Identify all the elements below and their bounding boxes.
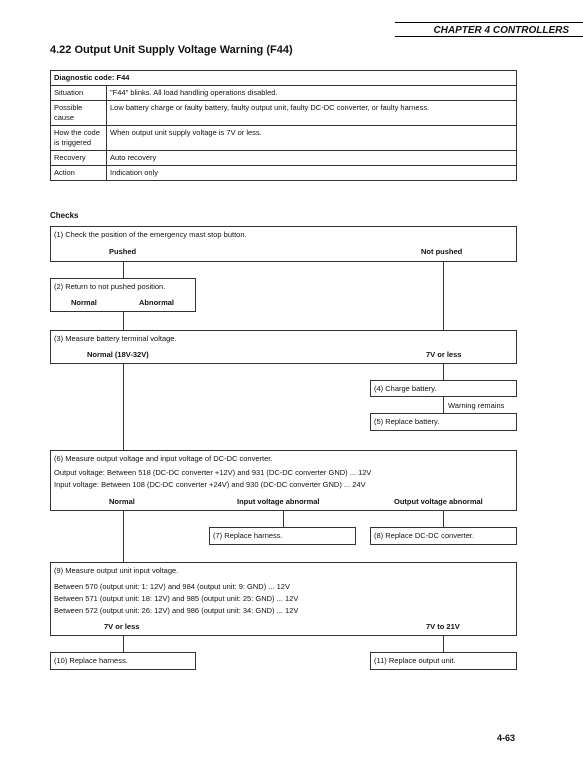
row-key: Possible cause [51,101,107,126]
row-value: Auto recovery [107,151,517,166]
row-value: When output unit supply voltage is 7V or less. [107,126,517,151]
connector-line [123,364,124,450]
connector-line [123,511,124,562]
table-row [51,126,517,151]
step-7-text: (7) Replace harness. [213,531,283,540]
connector-line [443,262,444,330]
step-9-right-label: 7V to 21V [426,622,460,631]
step-2-right-label: Abnormal [139,298,175,307]
step-6-left-label: Normal [109,497,135,506]
connector-line [443,511,444,527]
step-11-box [370,652,517,670]
step-7-box [209,527,356,545]
step-3-left-label: Normal (18V-32V) [87,350,149,359]
step-1-left-label: Pushed [109,247,137,256]
connector-line [123,312,124,330]
step-3-box [50,330,517,364]
connector-line [443,397,444,413]
step-9-left-label: 7V or less [104,622,140,631]
step-6-box [50,450,517,511]
step-6-line-2: Input voltage: Between 108 (DC-DC converter +24V) and 930 (DC-DC converter GND) ... 24V [54,480,366,489]
step-9-box [50,562,517,636]
step-11-text: (11) Replace output unit. [374,656,456,665]
step-1-box [50,226,517,262]
connector-line [123,262,124,278]
step-9-text: (9) Measure output unit input voltage. [54,566,179,575]
connector-line [283,511,284,527]
step-4-text: (4) Charge battery. [374,384,437,393]
step-4-box [370,380,517,397]
step-6-line-1: Output voltage: Between 518 (DC-DC converter +12V) and 931 (DC-DC converter GND) ... 12V [54,468,372,477]
step-3-text: (3) Measure battery terminal voltage. [54,334,177,343]
step-8-box [370,527,517,545]
step-9-line-3: Between 572 (output unit: 26: 12V) and 986 (output unit: 34: GND) ... 12V [54,606,299,615]
step-2-box [50,278,196,312]
step-1-text: (1) Check the position of the emergency mast stop button. [54,230,247,239]
connector-line [443,364,444,380]
step-6-text: (6) Measure output voltage and input voltage of DC-DC converter. [54,454,273,463]
row-key: Situation [51,86,107,101]
row-key: How the code is triggered [51,126,107,151]
step-2-left-label: Normal [71,298,97,307]
diagnostic-code: Diagnostic code: F44 [51,71,517,86]
step-10-box [50,652,196,670]
page-number: 4-63 [497,733,516,743]
table-row [51,151,517,166]
step-5-text: (5) Replace battery. [374,417,440,426]
step-2-text: (2) Return to not pushed position. [54,282,166,291]
row-key: Action [51,166,107,181]
step-3-right-label: 7V or less [426,350,462,359]
connector-line [443,636,444,652]
diagnostic-table [50,70,517,181]
row-value: Indication only [107,166,517,181]
chapter-header: CHAPTER 4 CONTROLLERS [395,22,583,37]
section-title: 4.22 Output Unit Supply Voltage Warning (F44) [50,44,293,56]
step-10-text: (10) Replace harness. [54,656,128,665]
row-key: Recovery [51,151,107,166]
row-value: "F44" blinks. All load handling operations disabled. [107,86,517,101]
step-9-line-2: Between 571 (output unit: 18: 12V) and 985 (output unit: 25: GND) ... 12V [54,594,299,603]
step-6-middle-label: Input voltage abnormal [237,497,320,506]
row-value: Low battery charge or faulty battery, faulty output unit, faulty DC-DC converter, or faulty harness. [107,101,517,126]
step-5-box [370,413,517,431]
step-8-text: (8) Replace DC-DC converter. [374,531,475,540]
step-1-right-label: Not pushed [421,247,463,256]
step-6-right-label: Output voltage abnormal [394,497,483,506]
connector-line [123,636,124,652]
step-9-line-1: Between 570 (output unit: 1: 12V) and 984 (output unit: 9: GND) ... 12V [54,582,290,591]
warning-remains-label: Warning remains [448,401,505,410]
checks-heading: Checks [50,211,79,220]
table-row [51,166,517,181]
table-row [51,101,517,126]
table-row [51,86,517,101]
